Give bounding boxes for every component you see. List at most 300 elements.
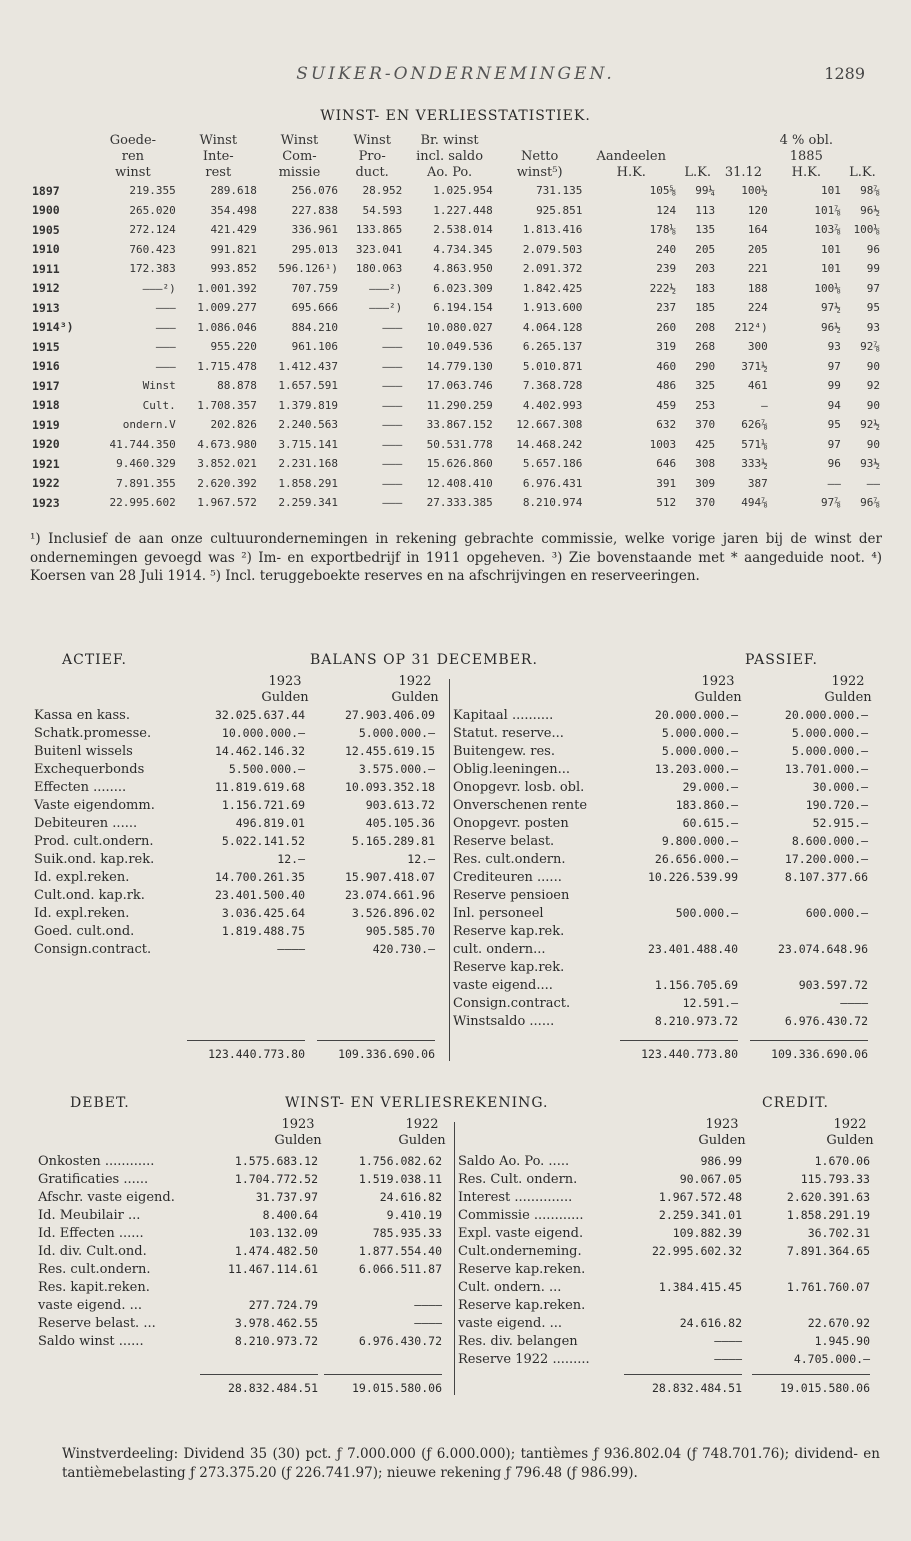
- total-rule: [187, 1040, 305, 1041]
- debet-label: Onkosten ............: [38, 1154, 155, 1169]
- passief-value-a: 10.226.539.99: [647, 870, 738, 884]
- stats-cell: 96½: [821, 320, 841, 334]
- passief-label: Buitengew. res.: [453, 744, 555, 759]
- stats-cell: 571⅛: [741, 437, 768, 451]
- stats-cell: 12.667.308: [516, 418, 583, 432]
- stats-cell: 1.009.277: [197, 301, 257, 315]
- actief-value-a: 23.401.500.40: [214, 888, 305, 902]
- credit-value-b: 1.858.291.19: [786, 1208, 870, 1222]
- stats-title: WINST- EN VERLIESSTATISTIEK.: [320, 108, 591, 124]
- stats-cell: 632: [656, 418, 677, 432]
- passief-label: Statut. reserve...: [453, 726, 564, 741]
- stats-cell: 124: [656, 203, 677, 217]
- debet-value-b: 785.935.33: [372, 1226, 442, 1240]
- stats-cell: Winst: [142, 379, 176, 393]
- stats-cell: 1.001.392: [197, 281, 257, 295]
- actief-value-b: 5.165.289.81: [351, 834, 435, 848]
- actief-label: Effecten ........: [34, 780, 127, 795]
- stats-cell: 97½: [821, 301, 841, 315]
- stats-cell: 180.063: [355, 262, 403, 276]
- passief-value-a: 5.000.000.—: [661, 726, 738, 740]
- stats-cell: ———: [155, 340, 176, 354]
- stats-cell: 626⅞: [741, 418, 768, 432]
- stats-cell: 336.961: [291, 223, 339, 237]
- stats-cell: 93: [866, 320, 880, 334]
- stats-cell: 646: [656, 457, 677, 471]
- debet-label: vaste eigend. ...: [38, 1298, 143, 1313]
- stats-cell: 290: [695, 359, 716, 373]
- stats-year: 1919: [32, 417, 60, 432]
- balans-title: BALANS OP 31 DECEMBER.: [310, 652, 538, 668]
- stats-cell: 100½: [741, 184, 768, 198]
- stats-cell: 172.383: [129, 262, 176, 276]
- stats-row: [30, 201, 882, 221]
- total-rule: [200, 1374, 318, 1375]
- passief-label: Reserve belast.: [453, 834, 555, 849]
- stats-cell: 309: [695, 476, 716, 490]
- winst-debet-head: DEBET.: [70, 1095, 130, 1111]
- stats-cell: 3.852.021: [197, 457, 257, 471]
- passief-value-a: 29.000.—: [682, 780, 738, 794]
- stats-cell: 260: [656, 320, 677, 334]
- credit-value-a: 986.99: [700, 1154, 742, 1168]
- stats-cell: 2.538.014: [433, 223, 493, 237]
- stats-cell: 133.865: [355, 223, 403, 237]
- debet-value-b: 1.877.554.40: [358, 1244, 442, 1258]
- stats-cell: Cult.: [142, 398, 176, 412]
- debet-label: Gratificaties ......: [38, 1172, 149, 1187]
- stats-cell: 1.842.425: [522, 281, 583, 295]
- actief-value-b: 420.730.—: [372, 942, 435, 956]
- credit-label: Reserve 1922 .........: [458, 1352, 590, 1367]
- actief-value-b: 3.575.000.—: [358, 762, 435, 776]
- stats-cell: ———: [155, 359, 176, 373]
- credit-label: Cult.onderneming.: [458, 1244, 582, 1259]
- stats-cell: ——: [827, 476, 841, 490]
- actief-value-b: 405.105.36: [365, 816, 435, 830]
- stats-cell: 289.618: [210, 184, 257, 198]
- stats-col-header: Goede- ren winst: [109, 133, 157, 180]
- passief-label: Res. cult.ondern.: [453, 852, 566, 867]
- actief-value-a: 496.819.01: [235, 816, 305, 830]
- credit-value-a: 22.995.602.32: [651, 1244, 742, 1258]
- actief-label: Exchequerbonds: [34, 762, 145, 777]
- stats-col-header: Netto winst⁵): [516, 149, 563, 180]
- passief-value-b: 600.000.—: [805, 906, 868, 920]
- stats-year: 1912: [32, 281, 60, 296]
- debet-value-a: 1.575.683.12: [234, 1154, 318, 1168]
- stats-col-header: 31.12: [724, 165, 763, 180]
- stats-year: 1913: [32, 300, 60, 315]
- actief-label: Kassa en kass.: [34, 708, 130, 723]
- total-left-b: 109.336.690.06: [338, 1047, 435, 1061]
- stats-cell: 97⅞: [821, 496, 841, 510]
- stats-cell: 6.194.154: [433, 301, 493, 315]
- footer-winstverdeeling: Winstverdeeling: Dividend 35 (30) pct. ƒ 7.000.000 (ƒ 6.000.000); tantièmes ƒ 936.802.04 (ƒ 748.701.76); dividend- en tantièmebelasting ƒ 273.375.20 (ƒ 226.741.97); nieuwe rekening ƒ 796.48 (ƒ 986.99).: [62, 1446, 880, 1481]
- stats-col-header: Br. winst incl. saldo Ao. Po.: [416, 133, 484, 180]
- stats-cell: ———: [382, 496, 403, 510]
- stats-cell: 95: [866, 301, 880, 315]
- balans-actief-head: ACTIEF.: [62, 652, 127, 668]
- stats-cell: 1.858.291: [278, 476, 339, 490]
- actief-label: Debiteuren ......: [34, 816, 138, 831]
- stats-year: 1911: [32, 261, 60, 276]
- stats-row: [30, 240, 882, 260]
- credit-value-b: 22.670.92: [807, 1316, 870, 1330]
- passief-value-b: 190.720.—: [805, 798, 868, 812]
- stats-row: [30, 454, 882, 474]
- credit-value-a: ————: [714, 1352, 742, 1366]
- passief-value-b: 52.915.—: [812, 816, 868, 830]
- stats-cell: 1003: [649, 437, 677, 451]
- stats-cell: ———: [382, 320, 403, 334]
- passief-value-a: 60.615.—: [682, 816, 738, 830]
- stats-cell: 99¼: [695, 184, 716, 198]
- debet-value-a: 8.210.973.72: [234, 1334, 318, 1348]
- actief-value-a: 10.000.000.—: [221, 726, 305, 740]
- total-rule: [750, 1040, 868, 1041]
- stats-row: [30, 493, 882, 513]
- debet-label: Id. Meubilair ...: [38, 1208, 141, 1223]
- stats-cell: ———: [382, 340, 403, 354]
- passief-value-a: 500.000.—: [675, 906, 738, 920]
- credit-value-b: 115.793.33: [800, 1172, 870, 1186]
- stats-year: 1922: [32, 476, 60, 491]
- debet-value-b: 1.519.038.11: [358, 1172, 442, 1186]
- stats-cell: ——: [866, 476, 880, 490]
- passief-label: cult. ondern...: [453, 942, 546, 957]
- actief-value-b: 23.074.661.96: [344, 888, 435, 902]
- stats-year: 1921: [32, 456, 60, 471]
- debet-value-a: 8.400.64: [262, 1208, 318, 1222]
- passief-label: Oblig.leeningen...: [453, 762, 570, 777]
- debet-value-b: 1.756.082.62: [358, 1154, 442, 1168]
- stats-row: [30, 259, 882, 279]
- actief-value-b: 905.585.70: [365, 924, 435, 938]
- stats-cell: 54.593: [362, 203, 403, 217]
- credit-value-a: 24.616.82: [679, 1316, 742, 1330]
- actief-value-b: 3.526.896.02: [351, 906, 435, 920]
- passief-value-a: [608, 887, 738, 904]
- actief-value-b: 10.093.352.18: [344, 780, 435, 794]
- actief-label: Suik.ond. kap.rek.: [34, 852, 155, 867]
- stats-cell: 2.231.168: [278, 457, 339, 471]
- actief-value-b: 12.455.619.15: [344, 744, 435, 758]
- stats-cell: 6.023.309: [433, 281, 493, 295]
- stats-col-header: Winst Com- missie: [278, 133, 321, 180]
- stats-cell: 14.468.242: [516, 437, 583, 451]
- stats-cell: 221: [747, 262, 768, 276]
- unit-header: Gulden: [826, 1133, 874, 1148]
- credit-label: Reserve kap.reken.: [458, 1262, 586, 1277]
- stats-col-header: Aandeelen H.K.: [596, 149, 666, 180]
- stats-cell: 295.013: [291, 242, 339, 256]
- stats-cell: 105⅝: [649, 184, 677, 198]
- stats-cell: ———²): [142, 281, 176, 295]
- actief-value-b: 5.000.000.—: [358, 726, 435, 740]
- stats-cell: 695.666: [291, 301, 339, 315]
- stats-cell: 955.220: [210, 340, 257, 354]
- passief-label: vaste eigend....: [453, 978, 553, 993]
- stats-cell: 96: [827, 457, 841, 471]
- stats-row: [30, 337, 882, 357]
- stats-cell: 92: [866, 379, 880, 393]
- credit-value-a: 2.259.341.01: [658, 1208, 742, 1222]
- stats-cell: 2.079.503: [522, 242, 583, 256]
- stats-cell: 272.124: [129, 223, 176, 237]
- stats-cell: 8.210.974: [522, 496, 583, 510]
- actief-label: Schatk.promesse.: [34, 726, 152, 741]
- stats-cell: 103⅞: [814, 223, 841, 237]
- stats-cell: 1.412.437: [278, 359, 339, 373]
- passief-value-b: 5.000.000.—: [791, 744, 868, 758]
- stats-cell: 12.408.410: [426, 476, 493, 490]
- stats-year: 1914³): [32, 320, 74, 335]
- credit-label: Res. div. belangen: [458, 1334, 578, 1349]
- passief-value-a: 183.860.—: [675, 798, 738, 812]
- stats-cell: 50.531.778: [426, 437, 493, 451]
- actief-value-a: 32.025.637.44: [214, 708, 305, 722]
- stats-cell: 4.863.950: [433, 262, 493, 276]
- stats-cell: 90: [866, 359, 880, 373]
- credit-label: Reserve kap.reken.: [458, 1298, 586, 1313]
- stats-row: [30, 396, 882, 416]
- debet-value-b: ————: [414, 1298, 442, 1312]
- stats-row: [30, 279, 882, 299]
- passief-value-b: 8.600.000.—: [791, 834, 868, 848]
- passief-value-b: 20.000.000.—: [784, 708, 868, 722]
- year-header: 1922: [398, 674, 432, 689]
- stats-cell: 93: [827, 340, 841, 354]
- debet-value-a: 1.474.482.50: [234, 1244, 318, 1258]
- stats-cell: 391: [656, 476, 677, 490]
- stats-cell: 33.867.152: [426, 418, 493, 432]
- stats-cell: 1.715.478: [197, 359, 257, 373]
- stats-cell: 961.106: [291, 340, 339, 354]
- stats-cell: 98⅞: [860, 184, 880, 198]
- actief-value-a: 1.156.721.69: [221, 798, 305, 812]
- year-header: 1923: [705, 1117, 739, 1132]
- stats-cell: 205: [695, 242, 716, 256]
- stats-col-header: 4 % obl. 1885 H.K.: [779, 133, 833, 180]
- total-right-a: 123.440.773.80: [641, 1047, 738, 1061]
- stats-col-header: [30, 133, 88, 181]
- stats-row: [30, 318, 882, 338]
- stats-cell: 256.076: [291, 184, 339, 198]
- balans-passief-head: PASSIEF.: [745, 652, 818, 668]
- debet-value-b: 6.066.511.87: [358, 1262, 442, 1276]
- stats-cell: 1.913.600: [522, 301, 583, 315]
- stats-col-header: L.K.: [684, 165, 711, 180]
- passief-value-a: 20.000.000.—: [654, 708, 738, 722]
- stats-cell: 884.210: [291, 320, 339, 334]
- stats-cell: 370: [695, 496, 716, 510]
- stats-row: [30, 181, 882, 201]
- stats-cell: 227.838: [291, 203, 339, 217]
- total-rule: [752, 1374, 870, 1375]
- stats-cell: 90: [866, 398, 880, 412]
- passief-value-b: 6.976.430.72: [784, 1014, 868, 1028]
- passief-value-b: 903.597.72: [798, 978, 868, 992]
- stats-cell: 183: [695, 281, 716, 295]
- stats-cell: 92½: [860, 418, 880, 432]
- actief-value-a: 12.—: [277, 852, 305, 866]
- stats-cell: 203: [695, 262, 716, 276]
- stats-cell: 425: [695, 437, 716, 451]
- total-right-b: 109.336.690.06: [771, 1047, 868, 1061]
- winst-credit-head: CREDIT.: [762, 1095, 829, 1111]
- stats-cell: 4.064.128: [522, 320, 583, 334]
- stats-cell: 333½: [741, 457, 768, 471]
- passief-label: Reserve kap.rek.: [453, 924, 565, 939]
- stats-cell: 101: [821, 242, 841, 256]
- year-header: 1923: [701, 674, 735, 689]
- stats-cell: 164: [747, 223, 768, 237]
- stats-cell: 101: [821, 262, 841, 276]
- credit-value-b: 7.891.364.65: [786, 1244, 870, 1258]
- passief-value-a: 13.203.000.—: [654, 762, 738, 776]
- stats-cell: 90: [866, 437, 880, 451]
- stats-cell: 28.952: [362, 184, 403, 198]
- stats-cell: 11.290.259: [426, 398, 493, 412]
- debet-value-a: 31.737.97: [255, 1190, 318, 1204]
- stats-cell: 10.080.027: [426, 320, 493, 334]
- passief-label: Inl. personeel: [453, 906, 544, 921]
- passief-value-a: 5.000.000.—: [661, 744, 738, 758]
- stats-cell: 1.227.448: [433, 203, 493, 217]
- stats-cell: 991.821: [210, 242, 257, 256]
- stats-cell: 323.041: [355, 242, 403, 256]
- stats-cell: 92⅞: [860, 340, 880, 354]
- credit-value-b: 1.761.760.07: [786, 1280, 870, 1294]
- stats-cell: 7.891.355: [116, 476, 176, 490]
- stats-cell: 97: [866, 281, 880, 295]
- stats-cell: 253: [695, 398, 716, 412]
- total-right-a: 28.832.484.51: [651, 1381, 742, 1395]
- passief-value-a: 8.210.973.72: [654, 1014, 738, 1028]
- stats-cell: 308: [695, 457, 716, 471]
- stats-cell: 731.135: [536, 184, 583, 198]
- stats-cell: 268: [695, 340, 716, 354]
- total-rule: [620, 1040, 738, 1041]
- stats-cell: ———: [382, 398, 403, 412]
- actief-label: Prod. cult.ondern.: [34, 834, 154, 849]
- stats-year: 1915: [32, 339, 60, 354]
- stats-year: 1910: [32, 242, 60, 257]
- stats-year: 1900: [32, 203, 60, 218]
- stats-cell: 459: [656, 398, 677, 412]
- stats-cell: 27.333.385: [426, 496, 493, 510]
- credit-value-a: ————: [714, 1334, 742, 1348]
- stats-year: 1917: [32, 378, 60, 393]
- stats-cell: 512: [656, 496, 677, 510]
- credit-label: Expl. vaste eigend.: [458, 1226, 584, 1241]
- stats-cell: 5.010.871: [522, 359, 583, 373]
- stats-cell: 319: [656, 340, 677, 354]
- stats-cell: 212⁴): [734, 320, 768, 334]
- stats-cell: 3.715.141: [278, 437, 339, 451]
- passief-value-a: [608, 959, 738, 976]
- stats-year: 1897: [32, 183, 60, 198]
- stats-col-header: Winst Inte- rest: [199, 133, 238, 180]
- debet-value-b: [312, 1279, 442, 1296]
- credit-label: Cult. ondern. ...: [458, 1280, 562, 1295]
- credit-value-a: [612, 1261, 742, 1278]
- credit-label: Interest ..............: [458, 1190, 573, 1205]
- stats-cell: 1.025.954: [433, 184, 493, 198]
- stats-cell: 993.852: [210, 262, 257, 276]
- stats-cell: 178⅛: [649, 223, 677, 237]
- stats-cell: 2.620.392: [197, 476, 257, 490]
- stats-footnotes: ¹) Inclusief de aan onze cultuurondernemingen in rekening gebrachte commissie, welke vorige jaren bij de winst der ondernemingen gevoegd was ²) Im- en exportbedrijf in 1911 opgeheven. ³) Zie bovenstaande met * aangeduide noot. ⁴) Koersen van 28 Juli 1914. ⁵) Incl. teruggeboekte reserves en na afschrijvingen en reserveeringen.: [30, 531, 882, 584]
- stats-cell: 460: [656, 359, 677, 373]
- stats-cell: 135: [695, 223, 716, 237]
- debet-value-a: 1.704.772.52: [234, 1172, 318, 1186]
- stats-cell: 99: [827, 379, 841, 393]
- stats-cell: 486: [656, 379, 677, 393]
- stats-cell: 1.086.046: [197, 320, 257, 334]
- actief-value-b: 27.903.406.09: [344, 708, 435, 722]
- stats-row: [30, 220, 882, 240]
- debet-label: Afschr. vaste eigend.: [38, 1190, 175, 1205]
- stats-cell: 22.995.602: [109, 496, 176, 510]
- debet-label: Saldo winst ......: [38, 1334, 144, 1349]
- stats-table: [30, 133, 882, 513]
- passief-value-a: [608, 923, 738, 940]
- year-header: 1922: [405, 1117, 439, 1132]
- passief-value-b: [738, 887, 868, 904]
- stats-cell: ———²): [369, 281, 403, 295]
- passief-value-b: 5.000.000.—: [791, 726, 868, 740]
- stats-cell: 1.813.416: [522, 223, 583, 237]
- debet-value-a: 103.132.09: [248, 1226, 318, 1240]
- credit-value-b: 4.705.000.—: [793, 1352, 870, 1366]
- stats-row: [30, 376, 882, 396]
- credit-value-b: [740, 1297, 870, 1314]
- credit-value-a: 1.967.572.48: [658, 1190, 742, 1204]
- passief-label: Crediteuren ......: [453, 870, 562, 885]
- stats-row: [30, 474, 882, 494]
- stats-cell: 10.049.536: [426, 340, 493, 354]
- stats-cell: 219.355: [129, 184, 176, 198]
- actief-label: Id. expl.reken.: [34, 870, 130, 885]
- actief-label: Buitenl wissels: [34, 744, 133, 759]
- stats-cell: 88.878: [217, 379, 257, 393]
- passief-value-b: [738, 959, 868, 976]
- stats-row: [30, 298, 882, 318]
- credit-value-a: [612, 1297, 742, 1314]
- passief-value-a: 9.800.000.—: [661, 834, 738, 848]
- stats-cell: 15.626.860: [426, 457, 493, 471]
- year-header: 1922: [831, 674, 865, 689]
- stats-cell: 7.368.728: [522, 379, 583, 393]
- actief-value-a: 14.462.146.32: [214, 744, 305, 758]
- stats-col-header: L.K.: [849, 165, 876, 180]
- stats-cell: ———: [382, 418, 403, 432]
- stats-cell: 596.126¹): [278, 262, 339, 276]
- stats-cell: ondern.V: [122, 418, 176, 432]
- unit-header: Gulden: [698, 1133, 746, 1148]
- actief-value-b: 15.907.418.07: [344, 870, 435, 884]
- stats-cell: 101⅞: [814, 203, 841, 217]
- stats-cell: 97: [827, 437, 841, 451]
- stats-cell: 421.429: [210, 223, 257, 237]
- debet-label: Res. cult.ondern.: [38, 1262, 151, 1277]
- stats-cell: 494⅞: [741, 496, 768, 510]
- credit-value-b: [740, 1261, 870, 1278]
- actief-value-a: 11.819.619.68: [214, 780, 305, 794]
- column-divider: [449, 679, 450, 1061]
